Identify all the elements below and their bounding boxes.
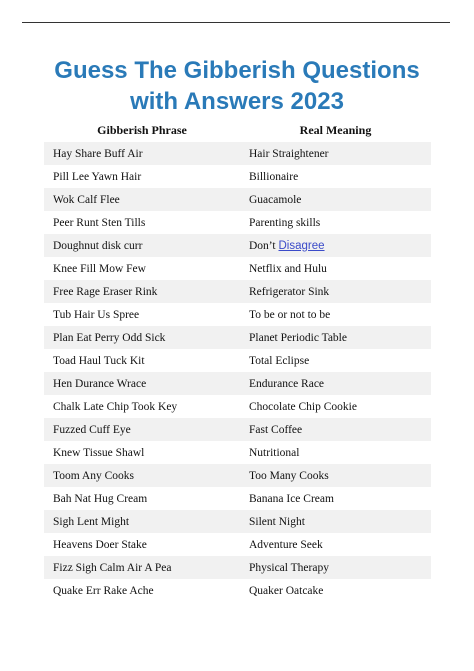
table-row xyxy=(44,142,431,165)
page-title xyxy=(0,55,474,117)
table-row xyxy=(44,349,431,372)
gibberish-phrase-cell: Knew Tissue Shawl xyxy=(53,446,145,459)
real-meaning-text: Silent Night xyxy=(249,515,305,528)
gibberish-phrase-cell: Knee Fill Mow Few xyxy=(53,262,146,275)
top-divider xyxy=(22,22,450,23)
gibberish-phrase-cell: Wok Calf Flee xyxy=(53,193,120,206)
gibberish-phrase-cell: Doughnut disk curr xyxy=(53,239,143,252)
real-meaning-cell xyxy=(240,378,431,390)
real-meaning-text: Too Many Cooks xyxy=(249,469,329,482)
table-row xyxy=(44,533,431,556)
real-meaning-cell xyxy=(240,539,431,551)
real-meaning-text: Refrigerator Sink xyxy=(249,285,330,298)
real-meaning-text: Billionaire xyxy=(249,170,299,183)
table-row xyxy=(44,165,431,188)
real-meaning-cell xyxy=(240,263,431,275)
table-row xyxy=(44,303,431,326)
gibberish-phrase-cell: Plan Eat Perry Odd Sick xyxy=(53,331,166,344)
table-row xyxy=(44,234,431,257)
header-gibberish-phrase: Gibberish Phrase xyxy=(97,122,187,137)
gibberish-phrase-cell: Heavens Doer Stake xyxy=(53,538,147,551)
table-row xyxy=(44,556,431,579)
table-row xyxy=(44,487,431,510)
table-row xyxy=(44,510,431,533)
gibberish-phrase-cell: Toom Any Cooks xyxy=(53,469,134,482)
table-row xyxy=(44,441,431,464)
disagree-link[interactable]: Disagree xyxy=(278,239,325,252)
table-row xyxy=(44,257,431,280)
real-meaning-text: Nutritional xyxy=(249,446,300,459)
gibberish-phrase-cell: Free Rage Eraser Rink xyxy=(53,285,158,298)
real-meaning-cell xyxy=(240,309,431,321)
gibberish-phrase-cell: Hay Share Buff Air xyxy=(53,147,143,160)
gibberish-phrase-cell: Pill Lee Yawn Hair xyxy=(53,170,142,183)
title-line-1: Guess The Gibberish Questions xyxy=(54,57,420,84)
gibberish-table xyxy=(44,118,431,602)
real-meaning-cell xyxy=(240,355,431,367)
real-meaning-text: To be or not to be xyxy=(249,308,331,321)
gibberish-phrase-cell: Toad Haul Tuck Kit xyxy=(53,354,145,367)
real-meaning-cell xyxy=(240,516,431,528)
gibberish-phrase-cell: Peer Runt Sten Tills xyxy=(53,216,146,229)
real-meaning-cell xyxy=(240,447,431,459)
real-meaning-cell xyxy=(240,148,431,160)
gibberish-phrase-cell: Tub Hair Us Spree xyxy=(53,308,140,321)
real-meaning-text: Banana Ice Cream xyxy=(249,492,334,505)
real-meaning-cell xyxy=(240,424,431,436)
real-meaning-text: Chocolate Chip Cookie xyxy=(249,400,357,413)
table-row xyxy=(44,372,431,395)
gibberish-phrase-cell: Hen Durance Wrace xyxy=(53,377,147,390)
table-row xyxy=(44,326,431,349)
table-row xyxy=(44,280,431,303)
real-meaning-cell xyxy=(240,332,431,344)
real-meaning-cell xyxy=(240,171,431,183)
header-real-meaning: Real Meaning xyxy=(299,122,372,137)
gibberish-phrase-cell: Fizz Sigh Calm Air A Pea xyxy=(53,561,172,574)
real-meaning-cell xyxy=(240,286,431,298)
real-meaning-cell xyxy=(240,194,431,206)
real-meaning-text: Adventure Seek xyxy=(249,538,323,551)
gibberish-phrase-cell: Quake Err Rake Ache xyxy=(53,584,154,597)
gibberish-phrase-cell: Fuzzed Cuff Eye xyxy=(53,423,131,436)
table-row xyxy=(44,211,431,234)
table-row xyxy=(44,579,431,602)
real-meaning-cell xyxy=(240,493,431,505)
real-meaning-text: Physical Therapy xyxy=(249,561,329,574)
real-meaning-cell xyxy=(240,401,431,413)
table-row xyxy=(44,464,431,487)
real-meaning-text: Planet Periodic Table xyxy=(249,331,347,344)
table-row xyxy=(44,418,431,441)
real-meaning-text: Parenting skills xyxy=(249,216,321,229)
gibberish-phrase-cell: Sigh Lent Might xyxy=(53,515,130,528)
real-meaning-text: Total Eclipse xyxy=(249,354,310,367)
real-meaning-text: Quaker Oatcake xyxy=(249,584,324,597)
real-meaning-cell xyxy=(240,470,431,482)
real-meaning-cell xyxy=(240,562,431,574)
real-meaning-cell xyxy=(240,217,431,229)
real-meaning-text: Hair Straightener xyxy=(249,147,329,160)
table-row xyxy=(44,395,431,418)
table-row xyxy=(44,188,431,211)
real-meaning-text: Netflix and Hulu xyxy=(249,262,327,275)
real-meaning-text: Don’t xyxy=(249,239,276,252)
real-meaning-cell xyxy=(240,240,431,252)
table-header xyxy=(44,118,431,142)
title-line-2: with Answers 2023 xyxy=(130,88,344,115)
real-meaning-text: Endurance Race xyxy=(249,377,325,390)
gibberish-phrase-cell: Bah Nat Hug Cream xyxy=(53,492,148,505)
real-meaning-cell xyxy=(240,585,431,597)
gibberish-phrase-cell: Chalk Late Chip Took Key xyxy=(53,400,178,413)
table-body xyxy=(44,142,431,602)
real-meaning-text: Fast Coffee xyxy=(249,423,303,436)
real-meaning-text: Guacamole xyxy=(249,193,302,206)
